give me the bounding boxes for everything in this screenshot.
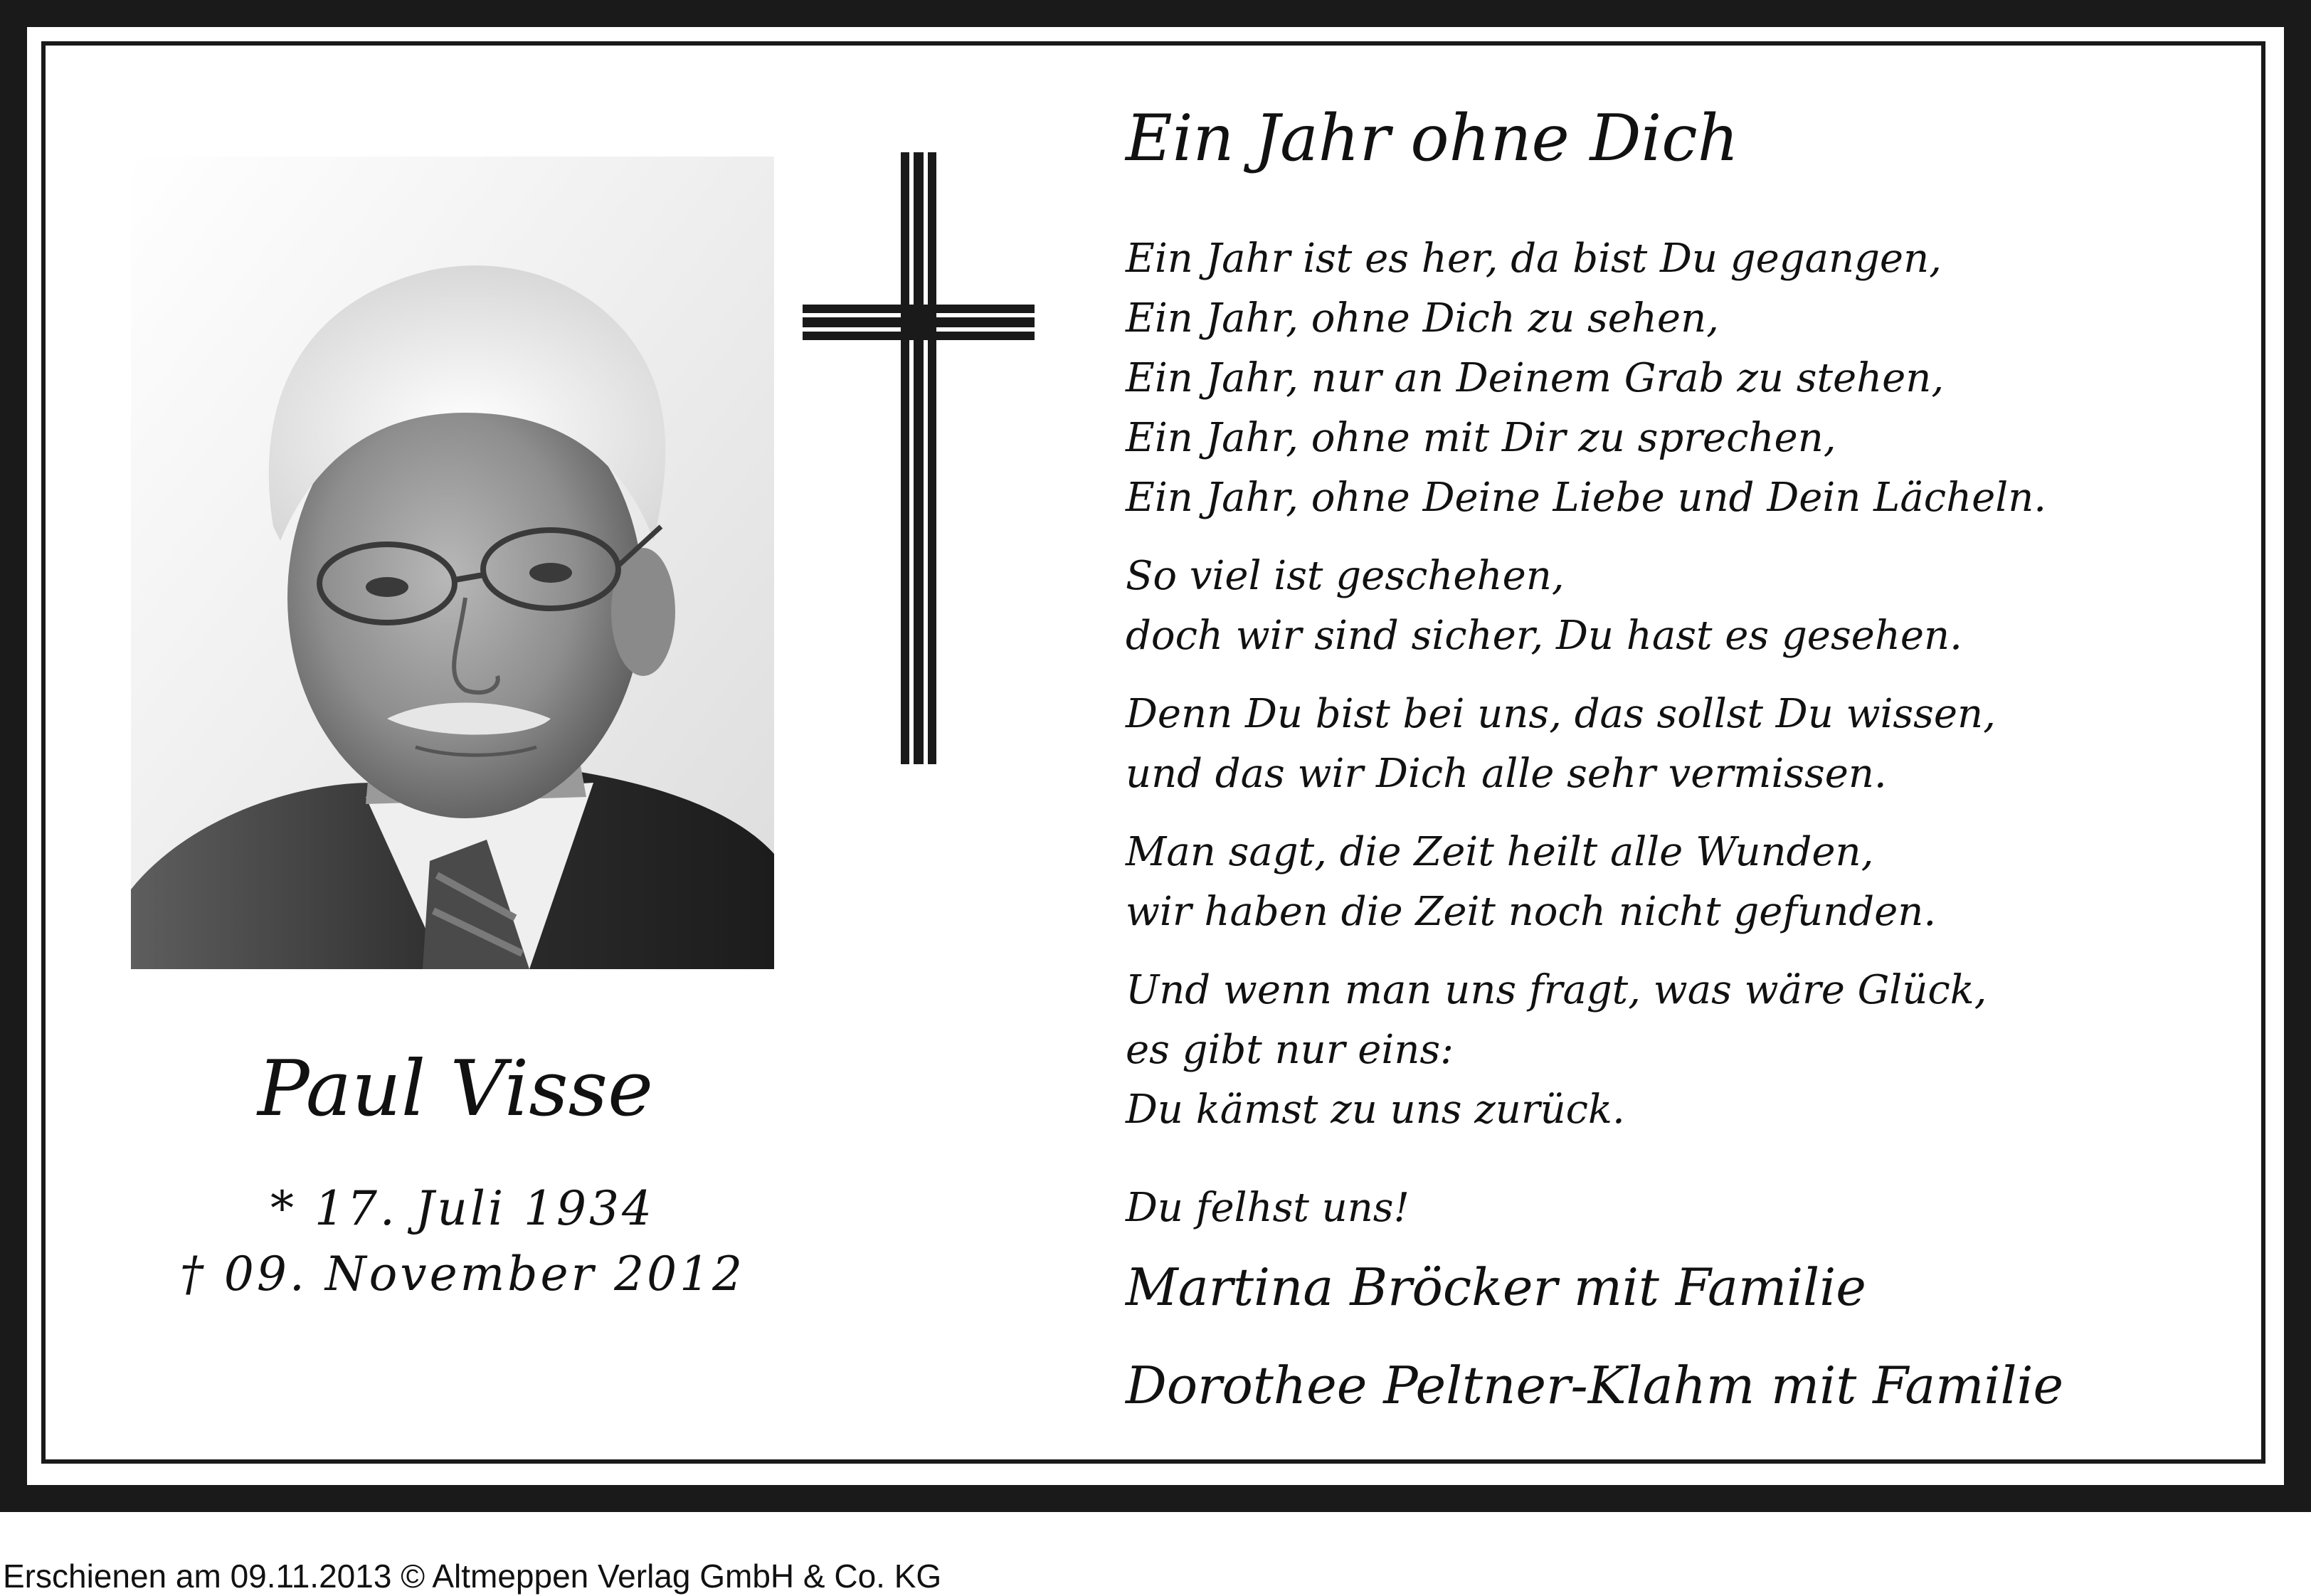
portrait-image — [131, 157, 774, 969]
death-date: † 09. November 2012 — [179, 1247, 746, 1301]
verse-line: Ein Jahr, ohne mit Dir zu sprechen, — [1126, 415, 1836, 461]
verse-line: Du kämst zu uns zurück. — [1126, 1087, 1625, 1133]
verse-line: es gibt nur eins: — [1126, 1027, 1454, 1073]
verse-line: und das wir Dich alle sehr vermissen. — [1126, 751, 1887, 797]
poem-stanza — [1126, 823, 2250, 942]
verse-line: Und wenn man uns fragt, was wäre Glück, — [1126, 967, 1987, 1013]
poem-stanza — [1126, 229, 2250, 528]
verse-line: Ein Jahr ist es her, da bist Du gegangen, — [1126, 236, 1942, 282]
signer-name: Martina Bröcker mit Familie — [1126, 1257, 1866, 1317]
portrait-photo — [131, 157, 774, 969]
poem-column — [1126, 85, 2250, 1434]
verse-line: Ein Jahr, ohne Deine Liebe und Dein Lächeln. — [1126, 475, 2047, 521]
cross-icon — [803, 152, 1035, 764]
signer-name: Dorothee Peltner-Klahm mit Familie — [1126, 1355, 2064, 1415]
verse-line: Man sagt, die Zeit heilt alle Wunden, — [1126, 829, 1874, 875]
verse-line: So viel ist geschehen, — [1126, 553, 1565, 599]
publication-footer: Erschienen am 09.11.2013 © Altmeppen Verlag GmbH & Co. KG — [3, 1558, 942, 1595]
deceased-name: Paul Visse — [257, 1045, 654, 1133]
poem-stanza — [1126, 546, 2250, 666]
closing-block — [1126, 1178, 2250, 1434]
verse-line: Ein Jahr, nur an Deinem Grab zu stehen, — [1126, 355, 1945, 401]
closing-line: Du felhst uns! — [1126, 1185, 1410, 1231]
verse-line: wir haben die Zeit noch nicht gefunden. — [1126, 889, 1937, 935]
birth-date: * 17. Juli 1934 — [270, 1181, 655, 1236]
verse-line: Denn Du bist bei uns, das sollst Du wissen, — [1126, 691, 1996, 737]
poem-stanza — [1126, 685, 2250, 804]
verse-line: doch wir sind sicher, Du hast es gesehen. — [1126, 613, 1962, 659]
poem-title: Ein Jahr ohne Dich — [1126, 101, 1739, 176]
poem-stanza — [1126, 961, 2250, 1140]
verse-line: Ein Jahr, ohne Dich zu sehen, — [1126, 295, 1719, 342]
